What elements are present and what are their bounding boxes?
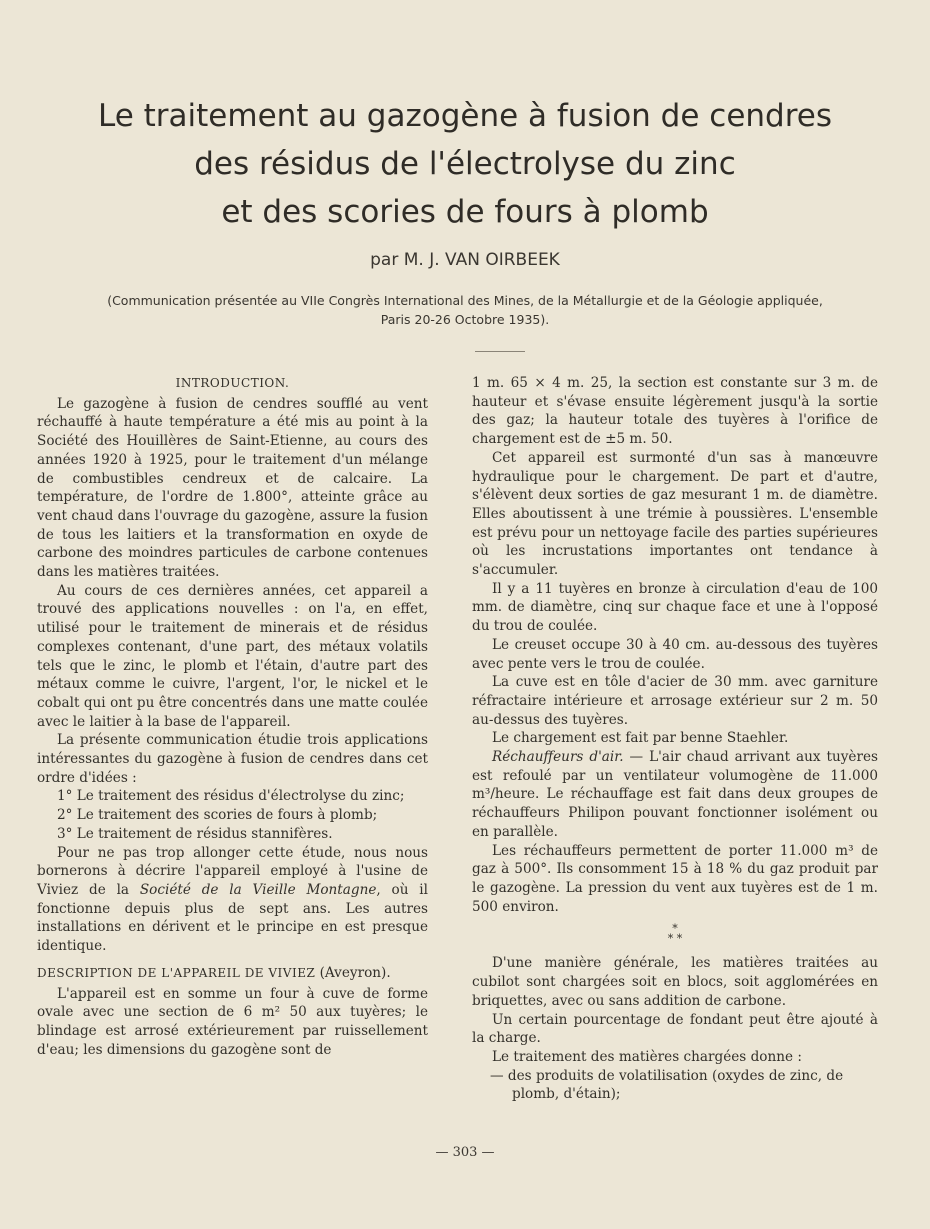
heading-caps: DESCRIPTION DE L'APPAREIL DE VIVIEZ bbox=[37, 965, 316, 980]
section-heading-introduction: INTRODUCTION. bbox=[175, 376, 290, 390]
paragraph: Au cours de ces dernières années, cet appareil a trouvé des applications nouvelles : on l'a, en effet, utilisé pour le traitement de minerais et de résidus complexes contenant, d'une part, des métaux volatils tels que le zinc, le plomb et l'étain, d'autre part des métaux comme le cuivre, l'argent, l'or, le nickel et le cobalt qui ont pu être concentrés dans une matte coulée avec le laitier à la base de l'appareil. bbox=[37, 582, 428, 730]
paragraph-text: — L'air chaud arrivant aux tuyères est refoulé par un ventilateur volumogène de 11.000 m³/heure. Le réchauffage est fait dans deux groupes de réchauffeurs Philipon pouvant fonctionner isolément ou en parallèle. bbox=[472, 749, 878, 840]
right-column bbox=[472, 374, 878, 1104]
title-line-2: des résidus de l'électrolyse du zinc bbox=[194, 146, 736, 182]
communication-line-1: (Communication présentée au VIIe Congrès International des Mines, de la Métallurgie et de la Géologie appliquée, bbox=[107, 293, 823, 308]
page-number: — 303 — bbox=[435, 1145, 495, 1160]
paragraph bbox=[37, 844, 428, 956]
communication-line-2: Paris 20-26 Octobre 1935). bbox=[380, 312, 550, 327]
paragraph: Le chargement est fait par benne Staehler. bbox=[492, 730, 789, 747]
asterism-separator bbox=[472, 924, 878, 944]
company-name: Société de la Vieille Montagne bbox=[139, 881, 377, 898]
list-item: 3° Le traitement de résidus stannifères. bbox=[57, 825, 333, 842]
communication-note bbox=[40, 291, 890, 329]
paragraph: Un certain pourcentage de fondant peut être ajouté à la charge. bbox=[472, 1011, 878, 1047]
paragraph-text: Pour ne pas trop allonger cette étude, nous nous bornerons à décrire l'appareil employé à l'usine de Viviez de la bbox=[37, 844, 428, 898]
paragraph: Le creuset occupe 30 à 40 cm. au-dessous des tuyères avec pente vers le trou de coulée. bbox=[472, 636, 878, 672]
paragraph: D'une manière générale, les matières traitées au cubilot sont chargées soit en blocs, soit agglomérées en briquettes, avec ou sans addition de carbone. bbox=[472, 955, 878, 1009]
list-item: 1° Le traitement des résidus d'électrolyse du zinc; bbox=[57, 788, 405, 805]
title-line-1: Le traitement au gazogène à fusion de cendres bbox=[97, 98, 833, 134]
paragraph: Le traitement des matières chargées donne : bbox=[492, 1048, 802, 1065]
paragraph: Il y a 11 tuyères en bronze à circulation d'eau de 100 mm. de diamètre, cinq sur chaque face et une à l'opposé du trou de coulée. bbox=[472, 580, 878, 635]
author-byline: par M. J. VAN OIRBEEK bbox=[370, 250, 560, 270]
paragraph: Cet appareil est surmonté d'un sas à manœuvre hydraulique pour le chargement. De part et d'autre, s'élèvent deux sorties de gaz mesurant 1 m. de diamètre. Elles aboutissent à une trémie à poussières. L'ensemble est prévu pour un nettoyage facile des parties supérieures où les incrustations importantes ont tendance à s'accumuler. bbox=[472, 449, 878, 579]
asterism-bottom: * * bbox=[667, 932, 683, 946]
heading-rest: (Aveyron). bbox=[315, 964, 391, 981]
paragraph: Les réchauffeurs permettent de porter 11.000 m³ de gaz à 500°. Ils consomment 15 à 18 % du gaz produit par le gazogène. La pression du vent aux tuyères est de 1 m. 500 environ. bbox=[472, 842, 878, 915]
paragraph: L'appareil est en somme un four à cuve de forme ovale avec une section de 6 m² 50 aux tuyères; le blindage est arrosé extérieurement par ruissellement d'eau; les dimensions du gazogène sont de bbox=[37, 985, 428, 1058]
separator-rule bbox=[475, 351, 525, 352]
paragraph: 1 m. 65 × 4 m. 25, la section est constante sur 3 m. de hauteur et s'évase ensuite légèrement jusqu'à la sortie des gaz; la hauteur totale des tuyères à l'orifice de chargement est de ±5 m. 50. bbox=[472, 375, 878, 448]
list-item: — des produits de volatilisation (oxydes de zinc, de plomb, d'étain); bbox=[490, 1067, 844, 1103]
section-heading-description bbox=[37, 964, 428, 983]
subsection-title: Réchauffeurs d'air. bbox=[492, 749, 624, 766]
article-title bbox=[0, 92, 930, 236]
paragraph: La présente communication étudie trois applications intéressantes du gazogène à fusion de cendres dans cet ordre d'idées : bbox=[37, 732, 428, 786]
asterism-top: * bbox=[672, 922, 678, 936]
left-column bbox=[37, 374, 428, 1059]
paragraph bbox=[472, 748, 878, 842]
paragraph-text: , où il fonctionne depuis plus de sept ans. Les autres installations en dérivent et le principe en est presque identique. bbox=[37, 881, 428, 955]
title-line-3: et des scories de fours à plomb bbox=[221, 194, 709, 230]
paragraph: Le gazogène à fusion de cendres soufflé au vent réchauffé à haute température a été mis au point à la Société des Houillères de Saint-Etienne, au cours des années 1920 à 1925, pour le traitement d'un mélange de combustibles cendreux et de calcaire. La température, de l'ordre de 1.800°, atteinte grâce au vent chaud dans l'ouvrage du gazogène, assure la fusion de tous les laitiers et la transformation en oxyde de carbone des moindres particules de carbone contenues dans les matières traitées. bbox=[37, 395, 428, 581]
paragraph: La cuve est en tôle d'acier de 30 mm. avec garniture réfractaire intérieure et arrosage extérieur sur 2 m. 50 au-dessus des tuyères. bbox=[472, 674, 878, 728]
list-item: 2° Le traitement des scories de fours à plomb; bbox=[57, 807, 378, 824]
